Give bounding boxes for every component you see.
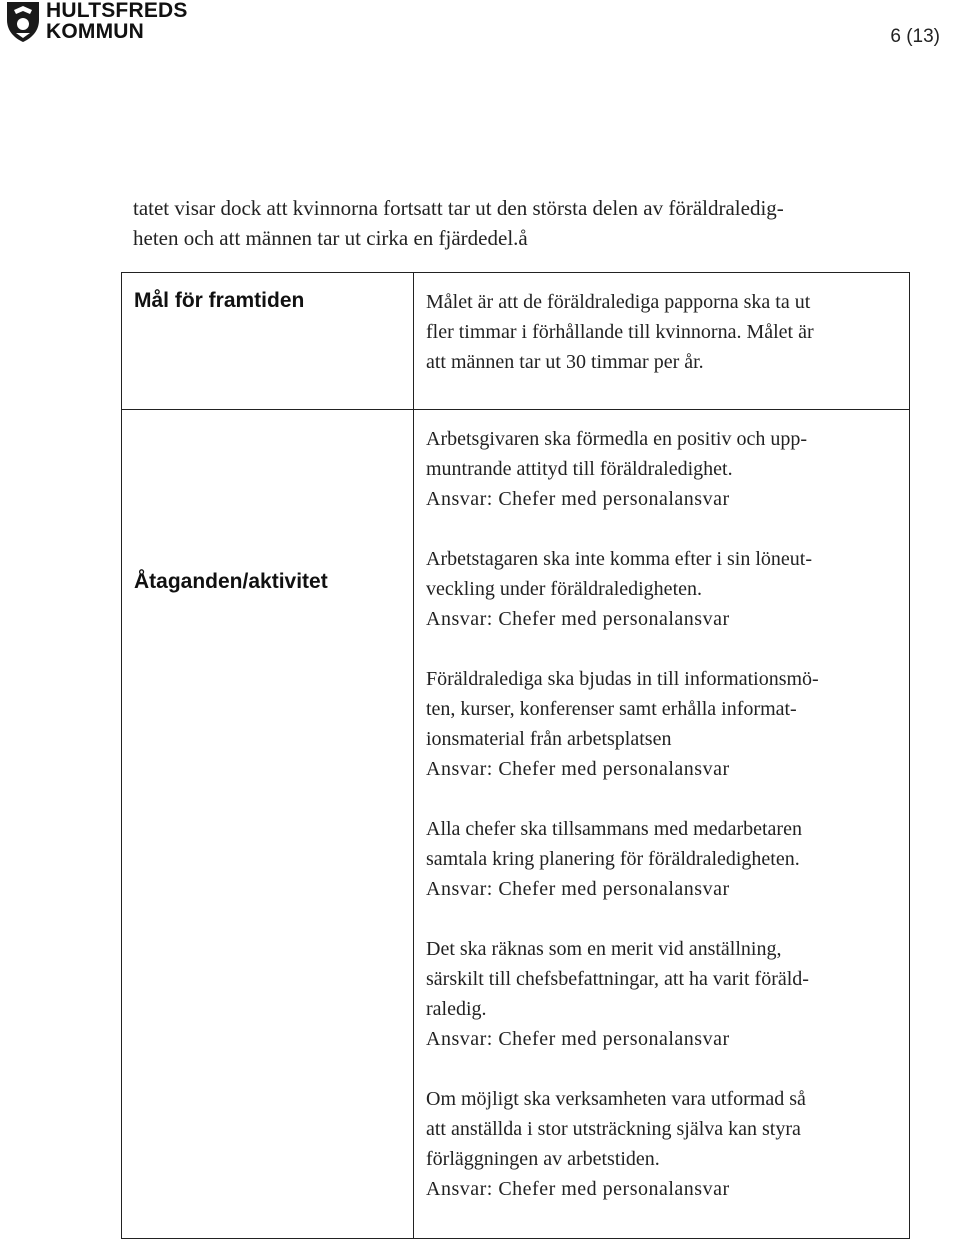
responsibility-text: Ansvar: Chefer med personalansvar [426,878,730,900]
activity-line: raledig. [426,998,487,1020]
goal-line: fler timmar i förhållande till kvinnorna. Målet är [426,321,814,343]
goal-line: Målet är att de föräldralediga papporna ska ta ut [426,291,811,313]
activity-line: ionsmaterial från arbetsplatsen [426,728,672,750]
logo-line-2: KOMMUN [46,20,145,43]
activity-item [426,1084,909,1204]
activity-line: samtala kring planering för föräldraledigheten. [426,848,800,870]
activity-line: Arbetsgivaren ska förmedla en positiv och upp- [426,428,808,450]
activity-line: förläggningen av arbetstiden. [426,1148,660,1170]
responsibility-text: Ansvar: Chefer med personalansvar [426,608,730,630]
activity-line: veckling under föräldraledigheten. [426,578,702,600]
activities-row [122,410,910,1239]
activity-line: Om möjligt ska verksamheten vara utformad så [426,1088,806,1110]
responsibility-text: Ansvar: Chefer med personalansvar [426,488,730,510]
activity-line: muntrande attityd till föräldraledighet. [426,458,733,480]
activities-list-cell [414,410,910,1239]
activity-item [426,934,909,1054]
activity-line: Föräldralediga ska bjudas in till informationsmö- [426,668,819,690]
goal-text-cell [414,273,910,410]
intro-line-1: tatet visar dock att kvinnorna fortsatt tar ut den största delen av föräldraledig- [133,196,784,220]
activity-item [426,544,909,634]
responsibility-text: Ansvar: Chefer med personalansvar [426,1028,730,1050]
activity-line: att anställda i stor utsträckning själva kan styra [426,1118,801,1140]
goal-label-cell [122,273,414,410]
logo-wordmark [46,0,188,42]
activity-item [426,814,909,904]
activity-item [426,664,909,784]
intro-paragraph [133,193,913,253]
goals-table [121,272,910,1239]
responsibility-text: Ansvar: Chefer med personalansvar [426,758,730,780]
activity-line: Det ska räknas som en merit vid anställning, [426,938,782,960]
coat-of-arms-icon [4,0,42,44]
activity-line: Arbetstagaren ska inte komma efter i sin löneut- [426,548,812,570]
responsibility-text: Ansvar: Chefer med personalansvar [426,1178,730,1200]
logo-line-1: HULTSFREDS [46,0,188,22]
goal-line: att männen tar ut 30 timmar per år. [426,351,704,373]
page-number: 6 (13) [890,26,940,47]
intro-line-2: heten och att männen tar ut cirka en fjärdedel.å [133,226,528,250]
goal-row [122,273,910,410]
activity-line: särskilt till chefsbefattningar, att ha varit föräld- [426,968,809,990]
activity-item [426,424,909,514]
activities-label: Åtaganden/aktivitet [134,570,328,593]
activity-line: Alla chefer ska tillsammans med medarbetaren [426,818,802,840]
activities-label-cell [122,410,414,1239]
activity-line: ten, kurser, konferenser samt erhålla informat- [426,698,797,720]
municipality-logo [4,0,188,44]
goal-label: Mål för framtiden [134,289,305,312]
